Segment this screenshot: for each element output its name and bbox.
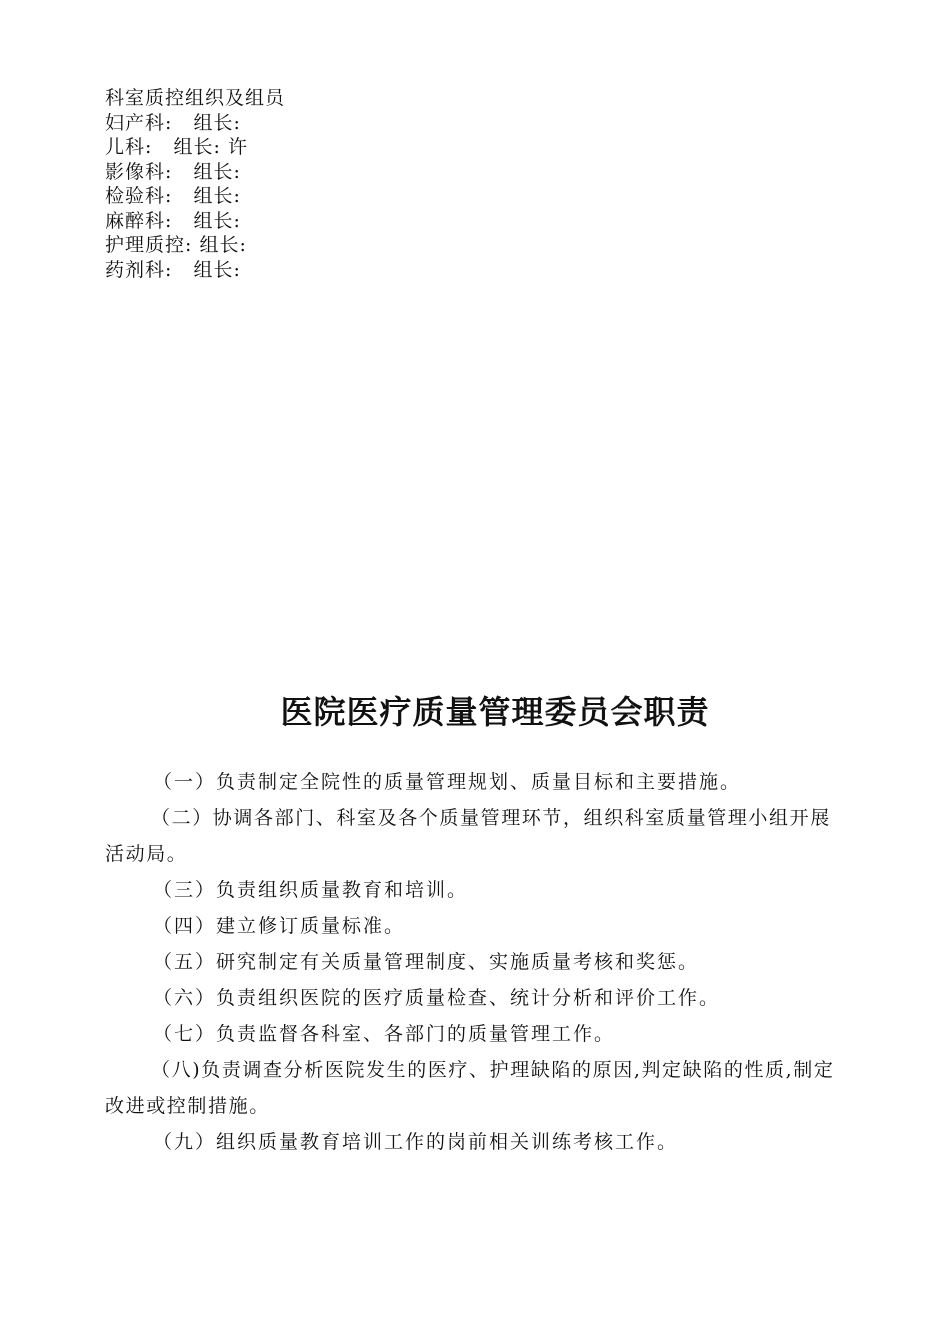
duty-item-6: （六）负责组织医院的医疗质量检查、统计分析和评价工作。	[153, 987, 721, 1009]
org-line-nursing-qc: 护理质控: 组长:	[105, 234, 247, 256]
duty-item-8: （八)负责调查分析医院发生的医疗、护理缺陷的原因,判定缺陷的性质,制定改进或控制措施。	[105, 1059, 835, 1117]
duty-item-7: （七）负责监督各科室、各部门的质量管理工作。	[153, 1023, 616, 1045]
duty-item-9: （九）组织质量教育培训工作的岗前相关训练考核工作。	[153, 1131, 679, 1153]
org-line-laboratory: 检验科: 组长:	[105, 185, 241, 207]
duties-list	[105, 764, 850, 1160]
duty-item-4: （四）建立修订质量标准。	[153, 915, 406, 937]
org-line-pharmacy: 药剂科: 组长:	[105, 258, 241, 281]
department-qc-list	[105, 86, 805, 282]
org-line-anesthesia: 麻醉科: 组长:	[105, 209, 241, 232]
duty-item-5: （五）研究制定有关质量管理制度、实施质量考核和奖惩。	[153, 951, 700, 973]
org-heading: 科室质控组织及组员	[105, 87, 286, 109]
duty-item-1: （一）负责制定全院性的质量管理规划、质量目标和主要措施。	[153, 771, 742, 793]
org-line-obstetrics: 妇产科: 组长:	[105, 111, 241, 134]
duty-item-3: （三）负责组织质量教育和培训。	[153, 879, 469, 901]
duty-item-2: （二）协调各部门、科室及各个质量管理环节，组织科室质量管理小组开展活动局。	[105, 807, 831, 865]
page-title: 医院医疗质量管理委员会职责	[280, 693, 710, 731]
org-line-pediatrics: 儿科: 组长: 许	[105, 136, 248, 158]
org-line-imaging: 影像科: 组长:	[105, 160, 241, 183]
